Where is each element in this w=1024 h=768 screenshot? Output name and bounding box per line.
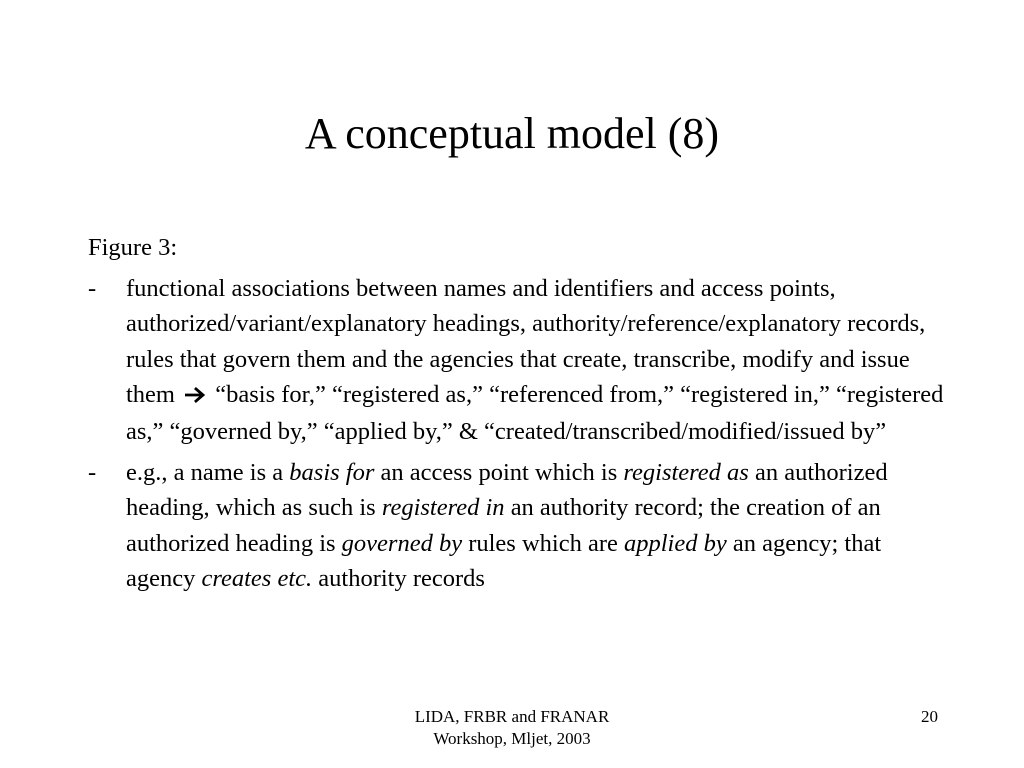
bullet-1-text-a: functional associations between names and identifiers and access points, authorized/variant/explanatory headings, authority/reference/explanatory records, rules that govern them and the agencies that create, transcribe, modify and issue them bbox=[126, 274, 926, 408]
bullet-2-text: e.g., a name is a bbox=[126, 458, 290, 486]
bullet-1-text-b: “basis for,” “registered as,” “referenced from,” “registered in,” “registered as,” “governed by,” “applied by,” & “created/transcribed/modified/issued by” bbox=[126, 381, 944, 446]
figure-label: Figure 3: bbox=[88, 234, 178, 261]
bullet-2-text: an access point which is bbox=[374, 458, 624, 486]
bullet-2-text: rules which are bbox=[462, 529, 624, 557]
bullet-marker: - bbox=[88, 458, 97, 486]
footer-line-2: Workshop, Mljet, 2003 bbox=[433, 729, 591, 748]
footer-caption bbox=[362, 706, 662, 750]
bullet-2-emphasis: basis for bbox=[289, 458, 375, 486]
right-arrow-icon bbox=[185, 379, 207, 415]
bullet-marker: - bbox=[88, 274, 97, 302]
bullet-item-2 bbox=[88, 455, 948, 597]
bullet-2-emphasis: governed by bbox=[341, 529, 463, 557]
bullet-2-text: an authority record; the creation of an authorized heading is bbox=[126, 494, 881, 557]
bullet-2-emphasis: registered as bbox=[623, 458, 749, 486]
page-number: 20 bbox=[921, 707, 938, 726]
bullet-item-1 bbox=[88, 271, 948, 450]
bullet-2-text: an authorized heading, which as such is bbox=[126, 458, 888, 522]
bullet-2-text: an agency; that agency bbox=[126, 529, 882, 593]
bullet-2-emphasis: applied by bbox=[624, 529, 727, 557]
slide-title: A conceptual model (8) bbox=[304, 109, 720, 158]
slide-body bbox=[88, 230, 948, 597]
bullet-2-emphasis: creates etc. bbox=[201, 565, 313, 593]
bullet-2-emphasis: registered in bbox=[381, 494, 505, 522]
bullet-2-text: authority records bbox=[312, 565, 485, 593]
footer-line-1: LIDA, FRBR and FRANAR bbox=[414, 707, 610, 726]
